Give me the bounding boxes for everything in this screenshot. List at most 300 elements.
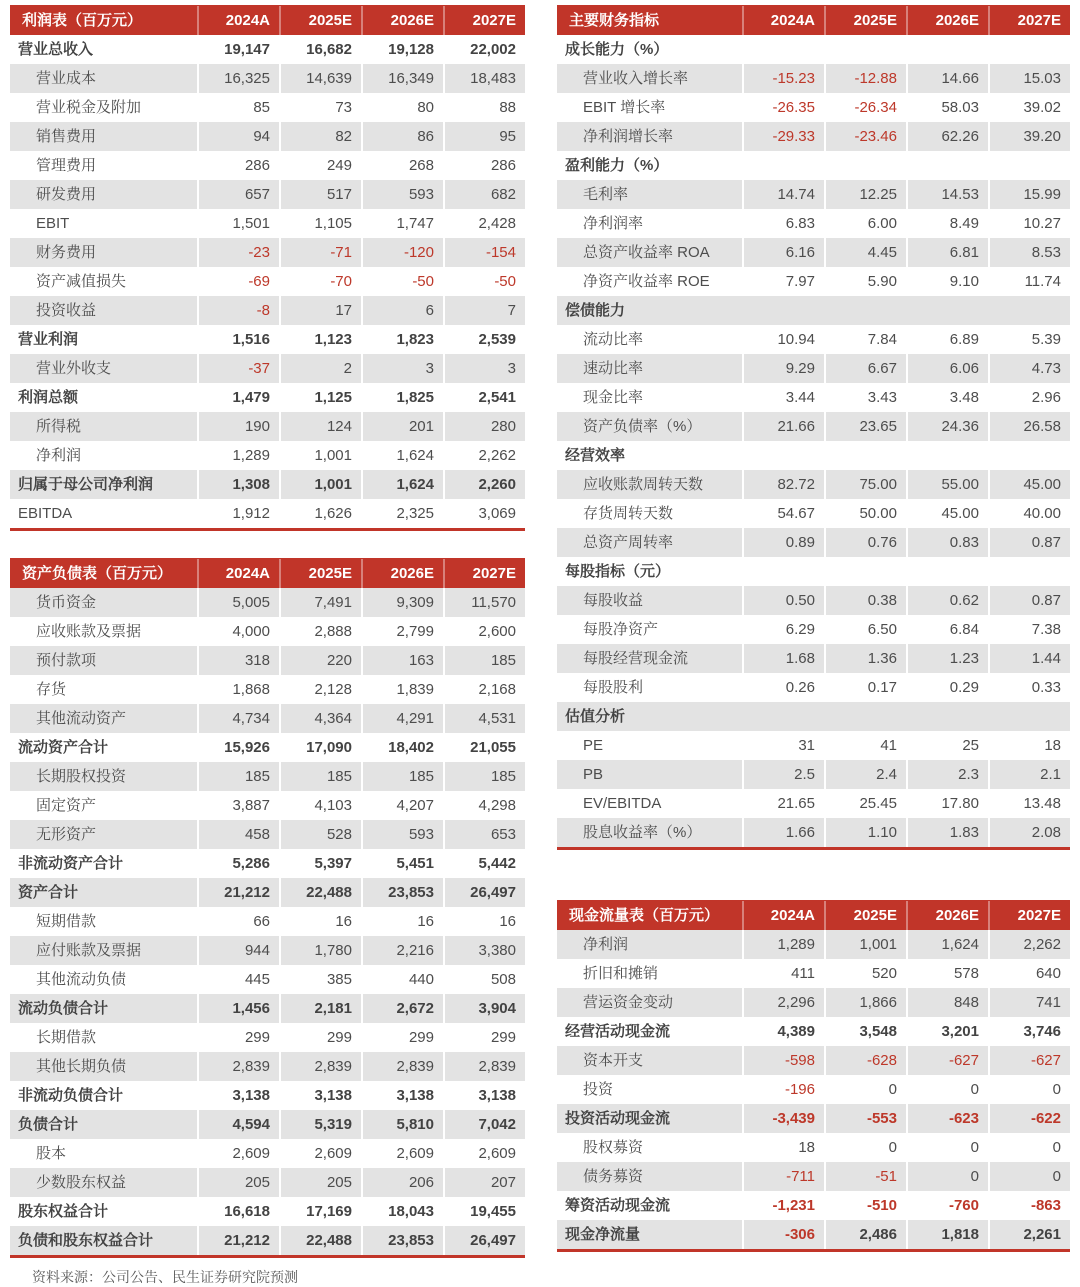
cell-value: -760 bbox=[906, 1191, 988, 1220]
column-header: 2027E bbox=[443, 6, 525, 35]
cell-value: 11.74 bbox=[988, 267, 1070, 296]
cell-value: 3,138 bbox=[279, 1081, 361, 1110]
cell-value: 1,839 bbox=[361, 675, 443, 704]
cell-value: 205 bbox=[197, 1168, 279, 1197]
cell-value: 2,181 bbox=[279, 994, 361, 1023]
table-row bbox=[557, 644, 1070, 673]
cell-value: 95 bbox=[443, 122, 525, 151]
cell-value: 22,488 bbox=[279, 1226, 361, 1255]
table-row bbox=[10, 93, 525, 122]
cell-value: 848 bbox=[906, 988, 988, 1017]
cell-value: 6.67 bbox=[824, 354, 906, 383]
table-row bbox=[557, 557, 1070, 586]
table-row bbox=[557, 959, 1070, 988]
left-column bbox=[10, 5, 525, 1287]
cell-value: 5,397 bbox=[279, 849, 361, 878]
table-row bbox=[557, 209, 1070, 238]
cell-value: 2,168 bbox=[443, 675, 525, 704]
cell-value: 6.00 bbox=[824, 209, 906, 238]
row-label: 固定资产 bbox=[36, 797, 97, 814]
row-label: PE bbox=[583, 737, 604, 754]
row-label: 资产减值损失 bbox=[36, 273, 127, 290]
cell-value: 3,138 bbox=[361, 1081, 443, 1110]
cell-value: 6.89 bbox=[906, 325, 988, 354]
table-row bbox=[557, 615, 1070, 644]
cell-value: 5,286 bbox=[197, 849, 279, 878]
row-label: 净利润 bbox=[36, 447, 82, 464]
table-row bbox=[557, 354, 1070, 383]
table-row bbox=[10, 733, 525, 762]
row-label: 每股指标（元） bbox=[565, 563, 671, 580]
table-row bbox=[557, 499, 1070, 528]
table-row bbox=[10, 180, 525, 209]
cell-value: 5,451 bbox=[361, 849, 443, 878]
cell-value: 1,001 bbox=[824, 930, 906, 959]
row-label: 股东权益合计 bbox=[18, 1203, 109, 1220]
cell-value: 299 bbox=[279, 1023, 361, 1052]
table-row bbox=[557, 1220, 1070, 1249]
cell-value: 2,216 bbox=[361, 936, 443, 965]
table-row bbox=[557, 93, 1070, 122]
cell-value: 1,747 bbox=[361, 209, 443, 238]
cell-value: 1,105 bbox=[279, 209, 361, 238]
table-row bbox=[557, 1104, 1070, 1133]
row-label: 债务募资 bbox=[583, 1168, 644, 1185]
row-label: 总资产周转率 bbox=[583, 534, 674, 551]
cell-value: 0.87 bbox=[988, 528, 1070, 557]
cell-value: -154 bbox=[443, 238, 525, 267]
row-label: 流动负债合计 bbox=[18, 1000, 109, 1017]
cell-value: 82.72 bbox=[742, 470, 824, 499]
cell-value: 185 bbox=[443, 762, 525, 791]
row-label: 营业税金及附加 bbox=[36, 99, 142, 116]
cell-value: 280 bbox=[443, 412, 525, 441]
row-label: 负债合计 bbox=[18, 1116, 79, 1133]
cell-value: -50 bbox=[361, 267, 443, 296]
cell-value: 0 bbox=[824, 1133, 906, 1162]
row-label: EBIT bbox=[36, 215, 70, 232]
row-label: 总资产收益率 ROA bbox=[583, 244, 710, 261]
cell-value: -623 bbox=[906, 1104, 988, 1133]
table-row bbox=[557, 760, 1070, 789]
cash-flow-statement-table bbox=[557, 900, 1070, 1252]
row-label: 折旧和摊销 bbox=[583, 965, 659, 982]
cell-value: 7,042 bbox=[443, 1110, 525, 1139]
column-header: 2025E bbox=[279, 559, 361, 588]
row-label: EBITDA bbox=[18, 505, 73, 522]
table-row bbox=[557, 267, 1070, 296]
column-header: 2026E bbox=[906, 901, 988, 930]
column-header: 2026E bbox=[361, 559, 443, 588]
table-row bbox=[557, 1162, 1070, 1191]
cell-value: 201 bbox=[361, 412, 443, 441]
cell-value: 6.29 bbox=[742, 615, 824, 644]
cell-value: 2,609 bbox=[197, 1139, 279, 1168]
cell-value: 0 bbox=[988, 1133, 1070, 1162]
table-row bbox=[557, 1046, 1070, 1075]
row-label: 净利润率 bbox=[583, 215, 644, 232]
cell-value: 3.43 bbox=[824, 383, 906, 412]
table-title: 现金流量表（百万元） bbox=[569, 906, 720, 924]
cell-value: 22,002 bbox=[443, 35, 525, 64]
table-row bbox=[10, 1226, 525, 1255]
table-row bbox=[557, 1075, 1070, 1104]
table-row bbox=[10, 383, 525, 412]
table-row bbox=[10, 1110, 525, 1139]
row-label: 其他长期负债 bbox=[36, 1058, 127, 1075]
cell-value: 2,600 bbox=[443, 617, 525, 646]
row-label: 营业成本 bbox=[36, 70, 97, 87]
cell-value: 25.45 bbox=[824, 789, 906, 818]
cell-value: 578 bbox=[906, 959, 988, 988]
row-label: 净利润 bbox=[583, 936, 629, 953]
table-row bbox=[557, 35, 1070, 64]
cell-value: 3,138 bbox=[443, 1081, 525, 1110]
row-label: 每股股利 bbox=[583, 679, 644, 696]
cell-value: 4,207 bbox=[361, 791, 443, 820]
cell-value: 4,594 bbox=[197, 1110, 279, 1139]
cell-value: 3,548 bbox=[824, 1017, 906, 1046]
cell-value: 1,912 bbox=[197, 499, 279, 528]
cell-value: 190 bbox=[197, 412, 279, 441]
row-label: 非流动资产合计 bbox=[18, 855, 124, 872]
table-row bbox=[557, 238, 1070, 267]
cell-value: 19,128 bbox=[361, 35, 443, 64]
row-label: 营业利润 bbox=[18, 331, 79, 348]
row-label: 负债和股东权益合计 bbox=[18, 1232, 154, 1249]
cell-value: 653 bbox=[443, 820, 525, 849]
cell-value: 2 bbox=[279, 354, 361, 383]
cell-value: 163 bbox=[361, 646, 443, 675]
cell-value: 0 bbox=[906, 1133, 988, 1162]
cell-value: 6 bbox=[361, 296, 443, 325]
cell-value: 82 bbox=[279, 122, 361, 151]
cell-value: 16,682 bbox=[279, 35, 361, 64]
table-row bbox=[10, 354, 525, 383]
cell-value: -510 bbox=[824, 1191, 906, 1220]
cell-value: 3,201 bbox=[906, 1017, 988, 1046]
row-label: 估值分析 bbox=[565, 708, 626, 725]
table-row bbox=[557, 731, 1070, 760]
column-header: 2024A bbox=[742, 6, 824, 35]
cell-value: 6.06 bbox=[906, 354, 988, 383]
table-row bbox=[557, 930, 1070, 959]
cell-value: 19,147 bbox=[197, 35, 279, 64]
cell-value: 5.90 bbox=[824, 267, 906, 296]
column-header: 2024A bbox=[742, 901, 824, 930]
cell-value: -71 bbox=[279, 238, 361, 267]
cell-value: 2,296 bbox=[742, 988, 824, 1017]
cell-value: -553 bbox=[824, 1104, 906, 1133]
row-label: 长期股权投资 bbox=[36, 768, 127, 785]
table-row bbox=[557, 151, 1070, 180]
cell-value: 54.67 bbox=[742, 499, 824, 528]
table-row bbox=[557, 702, 1070, 731]
cell-value: -627 bbox=[906, 1046, 988, 1075]
cell-value: 1.68 bbox=[742, 644, 824, 673]
cell-value: 593 bbox=[361, 820, 443, 849]
cell-value: -627 bbox=[988, 1046, 1070, 1075]
cell-value: -711 bbox=[742, 1162, 824, 1191]
cell-value: 23.65 bbox=[824, 412, 906, 441]
cell-value: 1,624 bbox=[361, 441, 443, 470]
cell-value: 14.74 bbox=[742, 180, 824, 209]
cell-value: 0.38 bbox=[824, 586, 906, 615]
cell-value: -863 bbox=[988, 1191, 1070, 1220]
cell-value: 26,497 bbox=[443, 1226, 525, 1255]
row-label: 归属于母公司净利润 bbox=[18, 476, 154, 493]
cell-value: 66 bbox=[197, 907, 279, 936]
source-note: 资料来源：公司公告、民生证券研究院预测 bbox=[32, 1269, 298, 1285]
cell-value: 26.58 bbox=[988, 412, 1070, 441]
table-row bbox=[557, 412, 1070, 441]
table-row bbox=[557, 470, 1070, 499]
cell-value: 50.00 bbox=[824, 499, 906, 528]
row-label: 短期借款 bbox=[36, 913, 97, 930]
cell-value: 26,497 bbox=[443, 878, 525, 907]
cell-value: -120 bbox=[361, 238, 443, 267]
row-label: PB bbox=[583, 766, 604, 783]
row-label: 营业外收支 bbox=[36, 360, 112, 377]
cell-value: 6.83 bbox=[742, 209, 824, 238]
cell-value: 0.83 bbox=[906, 528, 988, 557]
row-label: 营运资金变动 bbox=[583, 994, 674, 1011]
row-label: 应收账款周转天数 bbox=[583, 476, 704, 493]
table-title: 主要财务指标 bbox=[569, 11, 660, 29]
column-header: 2025E bbox=[279, 6, 361, 35]
cell-value: 640 bbox=[988, 959, 1070, 988]
cell-value: 1.10 bbox=[824, 818, 906, 847]
cell-value: 4.73 bbox=[988, 354, 1070, 383]
cell-value: -23 bbox=[197, 238, 279, 267]
cell-value: 3.44 bbox=[742, 383, 824, 412]
cell-value: 1,626 bbox=[279, 499, 361, 528]
column-header: 2024A bbox=[197, 6, 279, 35]
table-row bbox=[557, 122, 1070, 151]
cell-value: -26.34 bbox=[824, 93, 906, 122]
row-label: 存货周转天数 bbox=[583, 505, 674, 522]
table-row bbox=[557, 296, 1070, 325]
table-row bbox=[557, 180, 1070, 209]
cell-value: 7.84 bbox=[824, 325, 906, 354]
cell-value: 286 bbox=[197, 151, 279, 180]
table-row bbox=[10, 412, 525, 441]
table-row bbox=[10, 820, 525, 849]
cell-value: 445 bbox=[197, 965, 279, 994]
cell-value: 31 bbox=[742, 731, 824, 760]
cell-value: 2,128 bbox=[279, 675, 361, 704]
row-label: 预付款项 bbox=[36, 652, 97, 669]
cell-value: 318 bbox=[197, 646, 279, 675]
cell-value: 21,212 bbox=[197, 878, 279, 907]
cell-value: 3,380 bbox=[443, 936, 525, 965]
cell-value: 6.50 bbox=[824, 615, 906, 644]
cell-value: 1,780 bbox=[279, 936, 361, 965]
income-statement-table bbox=[10, 5, 525, 531]
cell-value: 1,308 bbox=[197, 470, 279, 499]
cell-value: 4,000 bbox=[197, 617, 279, 646]
row-label: 速动比率 bbox=[583, 360, 644, 377]
table-row bbox=[10, 878, 525, 907]
cell-value: 3,746 bbox=[988, 1017, 1070, 1046]
cell-value: 86 bbox=[361, 122, 443, 151]
cell-value: 0.29 bbox=[906, 673, 988, 702]
row-label: 无形资产 bbox=[36, 826, 97, 843]
cell-value: 268 bbox=[361, 151, 443, 180]
cell-value: -1,231 bbox=[742, 1191, 824, 1220]
cell-value: 9,309 bbox=[361, 588, 443, 617]
row-label: 现金净流量 bbox=[565, 1226, 641, 1243]
row-label: 财务费用 bbox=[36, 244, 97, 261]
cell-value: 2,609 bbox=[279, 1139, 361, 1168]
cell-value: 220 bbox=[279, 646, 361, 675]
table-row bbox=[10, 441, 525, 470]
cell-value: 741 bbox=[988, 988, 1070, 1017]
cell-value: -29.33 bbox=[742, 122, 824, 151]
cell-value: 5,810 bbox=[361, 1110, 443, 1139]
column-header: 2027E bbox=[988, 6, 1070, 35]
cell-value: 1.66 bbox=[742, 818, 824, 847]
cell-value: -196 bbox=[742, 1075, 824, 1104]
cell-value: 4,291 bbox=[361, 704, 443, 733]
cell-value: 1,289 bbox=[197, 441, 279, 470]
cell-value: 1,818 bbox=[906, 1220, 988, 1249]
key-financial-indicators-table bbox=[557, 5, 1070, 850]
cell-value: 16,618 bbox=[197, 1197, 279, 1226]
cell-value: 0 bbox=[988, 1075, 1070, 1104]
cell-value: 3,069 bbox=[443, 499, 525, 528]
cell-value: 9.10 bbox=[906, 267, 988, 296]
cell-value: 17.80 bbox=[906, 789, 988, 818]
balance-sheet-table bbox=[10, 558, 525, 1258]
table-row bbox=[10, 35, 525, 64]
cell-value: 8.53 bbox=[988, 238, 1070, 267]
table-row bbox=[10, 209, 525, 238]
row-label: 少数股东权益 bbox=[36, 1174, 127, 1191]
cell-value: 5,442 bbox=[443, 849, 525, 878]
cell-value: 2,839 bbox=[443, 1052, 525, 1081]
table-row bbox=[10, 499, 525, 528]
row-label: 存货 bbox=[36, 681, 67, 698]
cell-value: 185 bbox=[361, 762, 443, 791]
table-row bbox=[10, 675, 525, 704]
row-label: 净利润增长率 bbox=[583, 128, 674, 145]
row-label: 投资 bbox=[583, 1081, 614, 1098]
table-row bbox=[10, 122, 525, 151]
table-row bbox=[10, 791, 525, 820]
cell-value: 205 bbox=[279, 1168, 361, 1197]
cell-value: 2,609 bbox=[443, 1139, 525, 1168]
cell-value: 1,825 bbox=[361, 383, 443, 412]
row-label: 毛利率 bbox=[583, 186, 629, 203]
cell-value: 4,103 bbox=[279, 791, 361, 820]
cell-value: 124 bbox=[279, 412, 361, 441]
row-label: 应收账款及票据 bbox=[36, 623, 142, 640]
cell-value: 3 bbox=[361, 354, 443, 383]
cell-value: 1,516 bbox=[197, 325, 279, 354]
cell-value: -70 bbox=[279, 267, 361, 296]
cell-value: 411 bbox=[742, 959, 824, 988]
cell-value: 3 bbox=[443, 354, 525, 383]
cell-value: 18,043 bbox=[361, 1197, 443, 1226]
column-header: 2026E bbox=[906, 6, 988, 35]
table-row bbox=[10, 617, 525, 646]
cell-value: 2,609 bbox=[361, 1139, 443, 1168]
cell-value: 1,866 bbox=[824, 988, 906, 1017]
cell-value: 62.26 bbox=[906, 122, 988, 151]
cell-value: 85 bbox=[197, 93, 279, 122]
column-header: 2027E bbox=[443, 559, 525, 588]
cell-value: 1.36 bbox=[824, 644, 906, 673]
table-row bbox=[10, 965, 525, 994]
cell-value: 2,672 bbox=[361, 994, 443, 1023]
cell-value: 2.08 bbox=[988, 818, 1070, 847]
row-label: 流动资产合计 bbox=[18, 739, 109, 756]
cell-value: 0.76 bbox=[824, 528, 906, 557]
cell-value: 25 bbox=[906, 731, 988, 760]
row-label: 营业收入增长率 bbox=[583, 70, 689, 87]
row-label: 货币资金 bbox=[36, 594, 97, 611]
row-label: 成长能力（%） bbox=[565, 41, 669, 58]
cell-value: 299 bbox=[443, 1023, 525, 1052]
cell-value: 299 bbox=[197, 1023, 279, 1052]
cell-value: 39.20 bbox=[988, 122, 1070, 151]
cell-value: 1,501 bbox=[197, 209, 279, 238]
cell-value: 21.66 bbox=[742, 412, 824, 441]
cell-value: 0.50 bbox=[742, 586, 824, 615]
cell-value: 286 bbox=[443, 151, 525, 180]
cell-value: -622 bbox=[988, 1104, 1070, 1133]
cell-value: 1.23 bbox=[906, 644, 988, 673]
row-label: 经营活动现金流 bbox=[565, 1023, 671, 1040]
cell-value: 23,853 bbox=[361, 878, 443, 907]
cell-value: -37 bbox=[197, 354, 279, 383]
cell-value: 3,138 bbox=[197, 1081, 279, 1110]
cell-value: 5.39 bbox=[988, 325, 1070, 354]
cell-value: 17,169 bbox=[279, 1197, 361, 1226]
cell-value: 2.96 bbox=[988, 383, 1070, 412]
cell-value: 440 bbox=[361, 965, 443, 994]
column-header: 2024A bbox=[197, 559, 279, 588]
cell-value: 12.25 bbox=[824, 180, 906, 209]
row-label: 净资产收益率 ROE bbox=[583, 273, 710, 290]
row-label: 其他流动资产 bbox=[36, 710, 127, 727]
cell-value: 41 bbox=[824, 731, 906, 760]
cell-value: 58.03 bbox=[906, 93, 988, 122]
cell-value: 10.94 bbox=[742, 325, 824, 354]
cell-value: 17 bbox=[279, 296, 361, 325]
cell-value: 2,325 bbox=[361, 499, 443, 528]
cell-value: 24.36 bbox=[906, 412, 988, 441]
table-row bbox=[557, 789, 1070, 818]
cell-value: 1,001 bbox=[279, 470, 361, 499]
cell-value: 528 bbox=[279, 820, 361, 849]
cell-value: 14.53 bbox=[906, 180, 988, 209]
cell-value: 0 bbox=[988, 1162, 1070, 1191]
cell-value: -628 bbox=[824, 1046, 906, 1075]
cell-value: 2,839 bbox=[197, 1052, 279, 1081]
cell-value: 682 bbox=[443, 180, 525, 209]
cell-value: 1,123 bbox=[279, 325, 361, 354]
cell-value: 18 bbox=[742, 1133, 824, 1162]
cell-value: 6.84 bbox=[906, 615, 988, 644]
cell-value: 3.48 bbox=[906, 383, 988, 412]
table-row bbox=[557, 1191, 1070, 1220]
table-row bbox=[10, 1023, 525, 1052]
cell-value: 593 bbox=[361, 180, 443, 209]
cell-value: 21,212 bbox=[197, 1226, 279, 1255]
row-label: 资产负债率（%） bbox=[583, 418, 702, 435]
